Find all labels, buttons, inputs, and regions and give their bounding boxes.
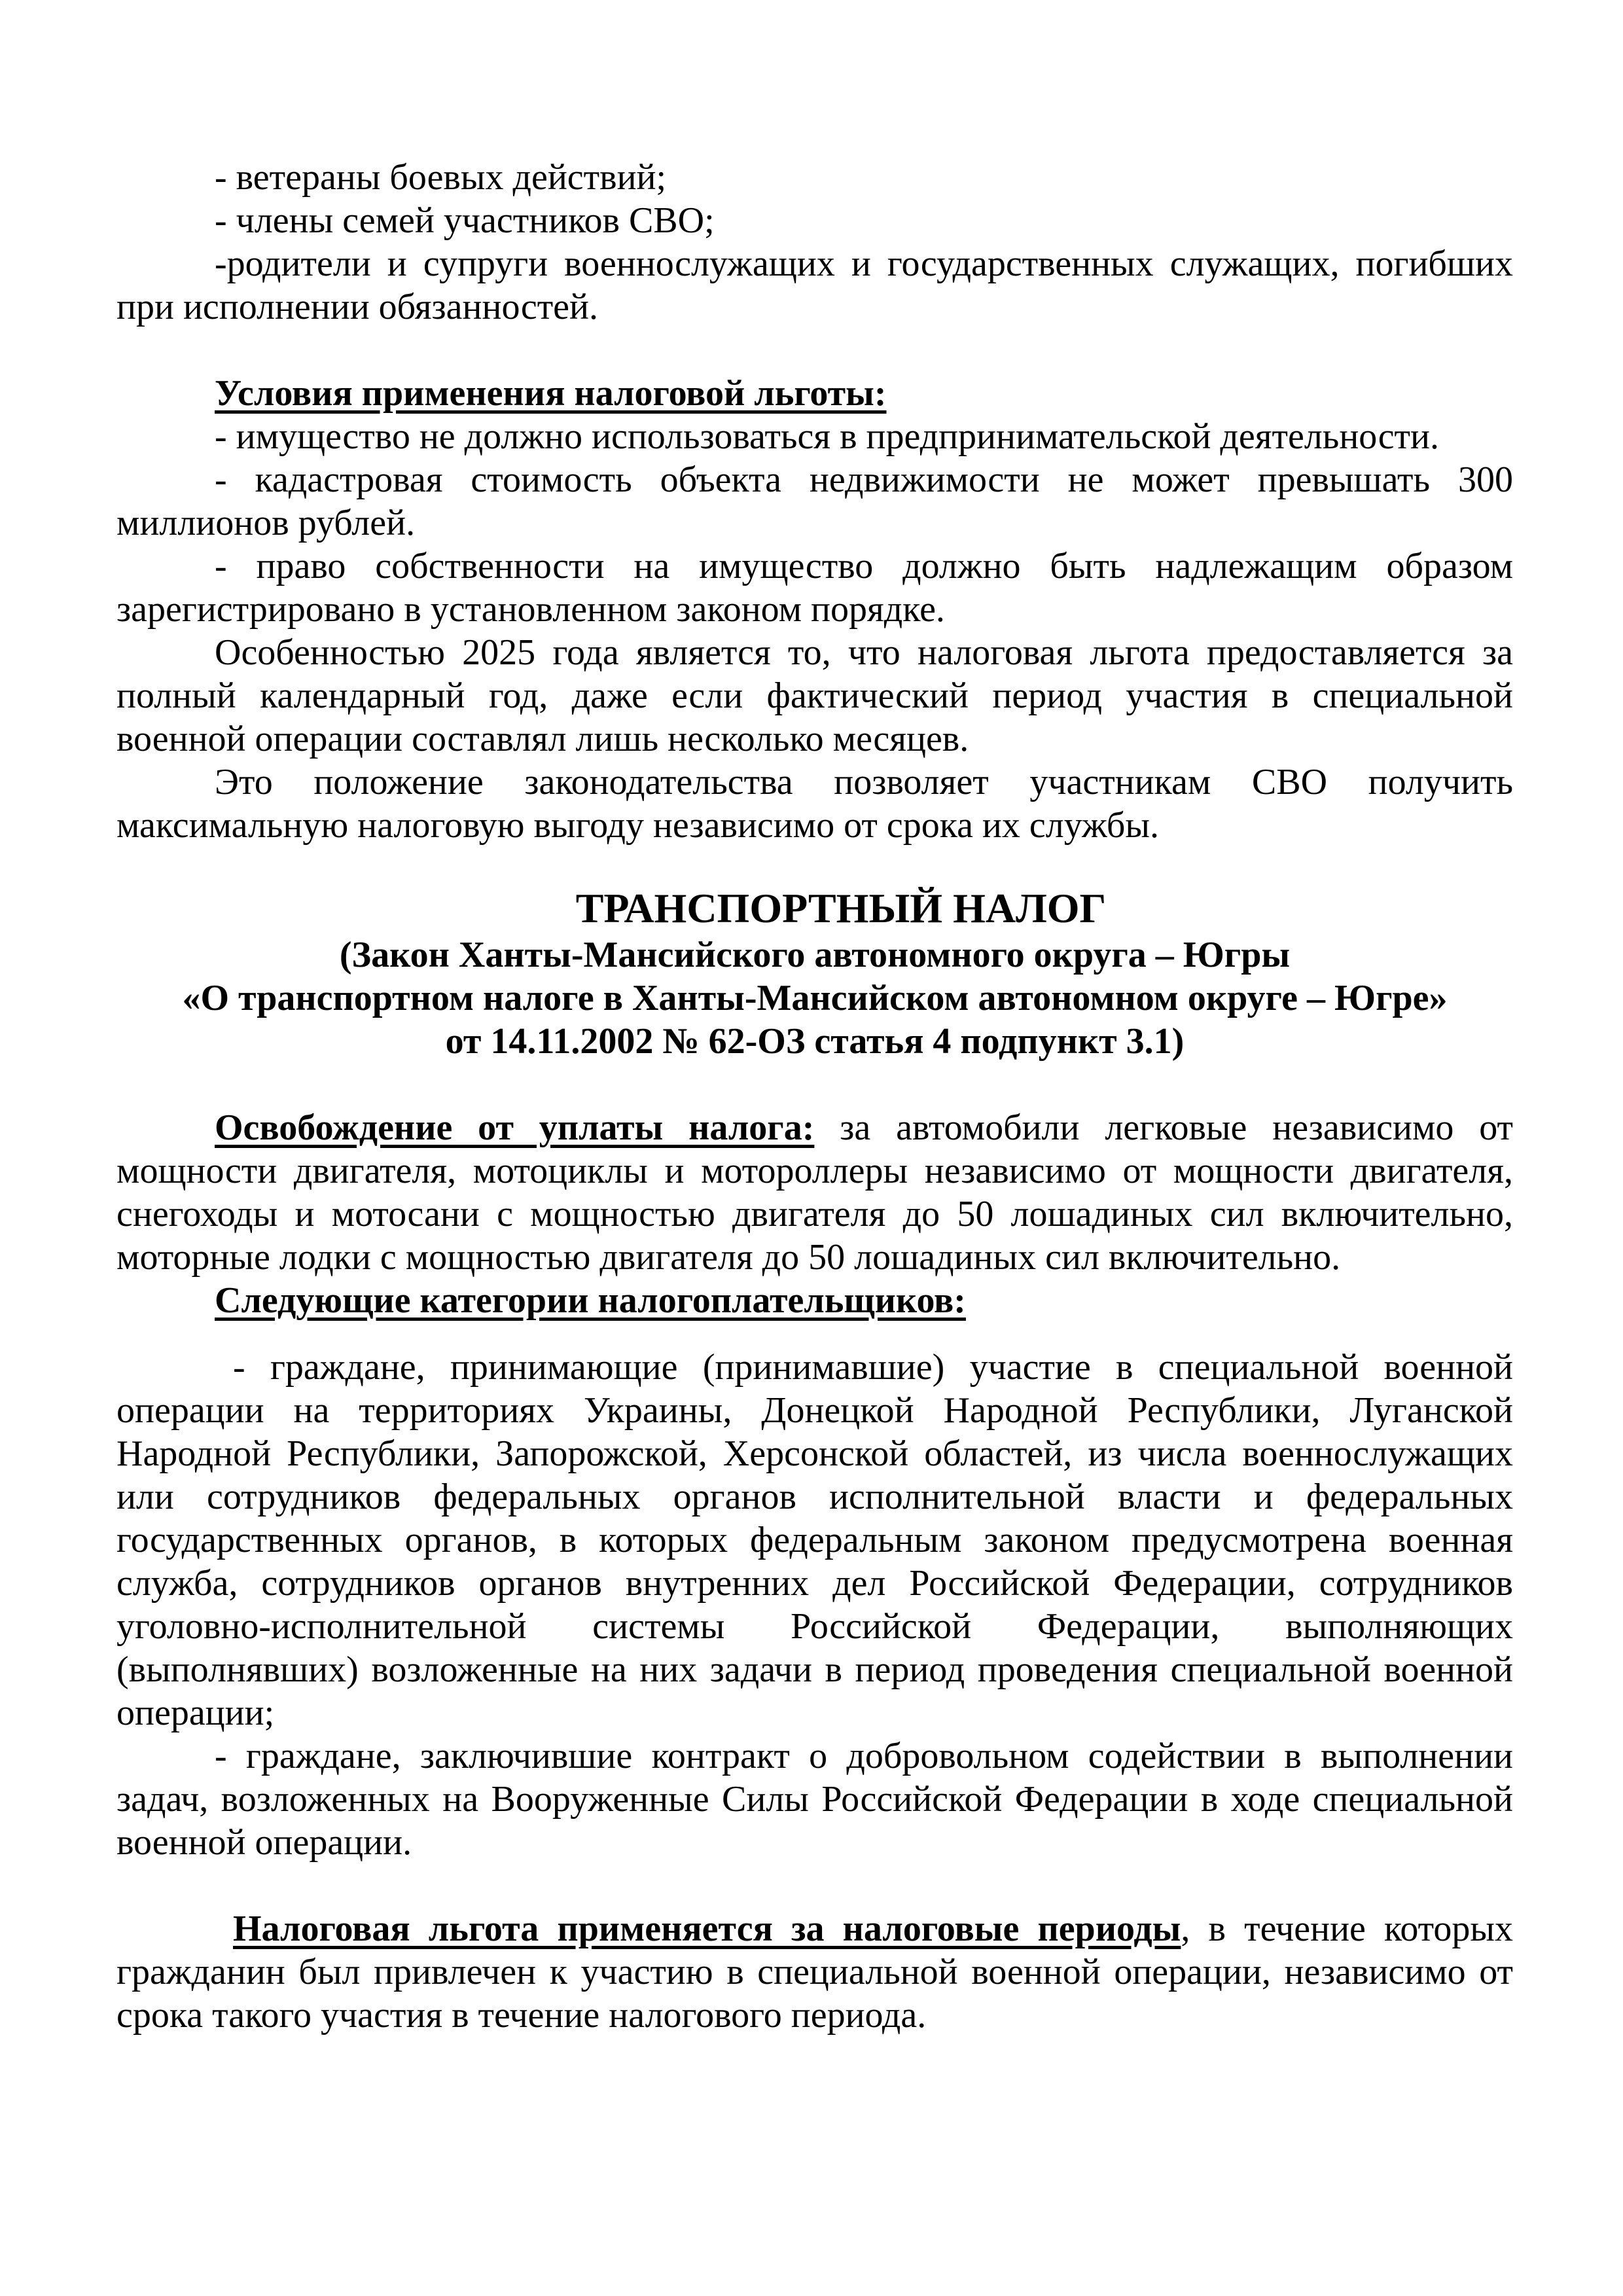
- law-reference-line: от 14.11.2002 № 62-ОЗ статья 4 подпункт 3.1): [445, 1021, 1185, 1062]
- tax-period-text: , в течение которых гражданин был привлечен к участию в специальной военной операции, независимо от срока такого участия в течение налогового периода.: [116, 1909, 1514, 2036]
- benefit-note-paragraph: Это положение законодательства позволяет участникам СВО получить максимальную налоговую выгоду независимо от срока их службы.: [116, 762, 1513, 846]
- spacer: [116, 1063, 1513, 1106]
- document-page: [116, 156, 1513, 2037]
- transport-tax-title: ТРАНСПОРТНЫЙ НАЛОГ: [575, 885, 1107, 931]
- spacer: [116, 1864, 1513, 1907]
- conditions-heading-row: [116, 372, 1513, 415]
- category-item: - граждане, принимающие (принимавшие) участие в специальной военной операции на территориях Украины, Донецкой Народной Республики, Луганской Народной Республики, Запорожской, Херсонской областей, из числа военнослужащих или сотрудников федеральных органов исполнительной власти и федеральных государственных органов, в которых федеральным законом предусмотрена военная служба, сотрудников органов внутренних дел Российской Федерации, сотрудников уголовно-исполнительной системы Российской Федерации, выполняющих (выполнявших) возложенные на них задачи в период проведения специальной военной операции;: [116, 1347, 1513, 1733]
- condition-item: - кадастровая стоимость объекта недвижимости не может превышать 300 миллионов рублей.: [116, 459, 1513, 543]
- spacer: [116, 329, 1513, 372]
- tax-period-paragraph: [116, 1907, 1513, 2037]
- law-reference-line: «О транспортном налоге в Ханты-Мансийском автономном округе – Югре»: [182, 978, 1448, 1018]
- exemption-label: Освобождение от уплаты налога:: [215, 1107, 815, 1148]
- conditions-heading: Условия применения налоговой льготы:: [215, 373, 887, 414]
- intro-list-item: - ветераны боевых действий;: [215, 157, 667, 198]
- intro-list-item: - члены семей участников СВО;: [215, 200, 715, 241]
- tax-period-label: Налоговая льгота применяется за налоговые периоды: [233, 1909, 1181, 1949]
- condition-item: - право собственности на имущество должно быть надлежащим образом зарегистрировано в установленном законом порядке.: [116, 546, 1513, 630]
- exemption-text: за автомобили легковые независимо от мощности двигателя, мотоциклы и мотороллеры независимо от мощности двигателя, снегоходы и мотосани с мощностью двигателя до 50 лошадиных сил включительно, моторные лодки с мощностью двигателя до 50 лошадиных сил включительно.: [116, 1107, 1513, 1278]
- spacer: [116, 847, 1513, 884]
- condition-item: - имущество не должно использоваться в предпринимательской деятельности.: [215, 416, 1439, 457]
- law-reference-line: (Закон Ханты-Мансийского автономного округа – Югры: [339, 935, 1291, 975]
- category-item: - граждане, заключившие контракт о добровольном содействии в выполнении задач, возложенных на Вооруженные Силы Российской Федерации в ходе специальной военной операции.: [116, 1736, 1513, 1863]
- intro-list-item: -родители и супруги военнослужащих и государственных служащих, погибших при исполнении обязанностей.: [116, 243, 1513, 327]
- feature-2025-paragraph: Особенностью 2025 года является то, что налоговая льгота предоставляется за полный календарный год, даже если фактический период участия в специальной военной операции составлял лишь несколько месяцев.: [116, 632, 1513, 759]
- categories-heading: Следующие категории налогоплательщиков:: [215, 1280, 966, 1321]
- spacer: [116, 1322, 1513, 1346]
- categories-heading-row: [116, 1279, 1513, 1322]
- exemption-paragraph: [116, 1106, 1513, 1279]
